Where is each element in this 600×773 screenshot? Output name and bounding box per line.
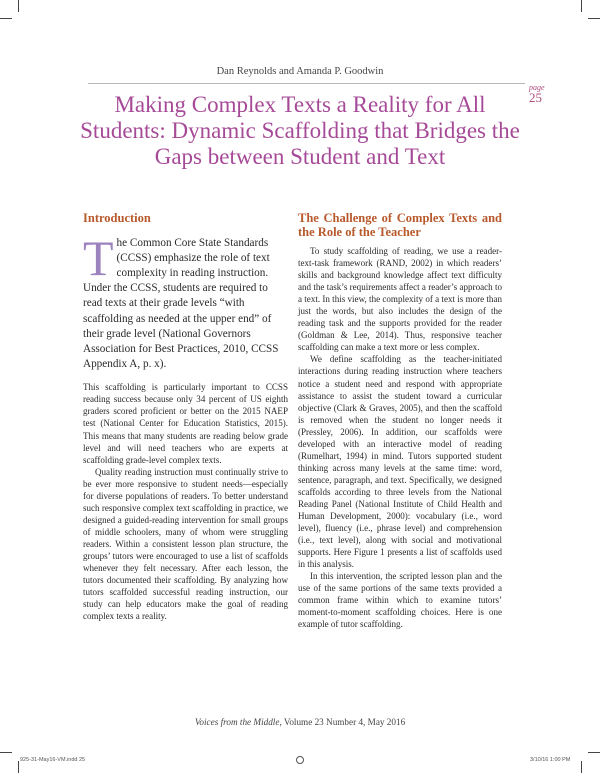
body-paragraph: In this intervention, the scripted lesson plan and the use of the same portions of the same texts provided a common frame within which to examine tutors’ moment-to-moment scaffolding choices. Here is one example of tutor scaffolding. — [298, 571, 502, 630]
crop-mark — [581, 761, 582, 773]
crop-mark — [588, 18, 600, 19]
crop-mark — [0, 752, 12, 753]
body-paragraph: To study scaffolding of reading, we use a reader-text-task framework (RAND, 2002) in which readers’ skills and background knowledge affect text difficulty and the task’s requirements affect a reader’s approach to a text. In this view, the complexity of a text is more than just the words, but also includes the design of the reading task and the supports provided for the reader (Goldman & Lee, 2014). Thus, responsive teacher scaffolding can make a text more or less complex. — [298, 246, 502, 353]
slug-file: 925-31-May16-VM.indd 25 — [20, 757, 86, 763]
left-column — [83, 212, 288, 622]
section-heading-introduction: Introduction — [83, 211, 151, 225]
crop-mark — [581, 0, 582, 12]
journal-issue: , Volume 23 Number 4, May 2016 — [279, 717, 406, 727]
body-paragraph: This scaffolding is particularly important to CCSS reading success because only 34 percent of US eighth graders scored proficient or better on the 2015 NAEP test (National Center for Education Statistics, 2015). This means that many students are reading below grade level and will need teachers who are experts at scaffolding grade-level complex texts. — [83, 382, 288, 465]
crop-mark — [0, 18, 12, 19]
journal-footer — [0, 717, 600, 727]
article-title: Making Complex Texts a Reality for All Students: Dynamic Scaffolding that Bridges the Gaps between Student and Text — [80, 92, 520, 169]
body-paragraph: Quality reading instruction must continually strive to be ever more responsive to student needs—especially for diverse populations of readers. To better understand such responsive complex text scaffolding in practice, we designed a guided-reading intervention for small groups of middle schoolers, many of whom were struggling readers. Within a consistent lesson plan structure, the groups’ tutors were encouraged to use a list of scaffolds whenever they felt necessary. After each lesson, the tutors documented their scaffolding. By analyzing how tutors scaffolded successful reading instruction, our study can help educators make the goal of reading complex texts a reality. — [83, 466, 288, 622]
page-label: page — [529, 83, 545, 92]
drop-cap: T — [83, 229, 114, 286]
crop-mark — [18, 0, 19, 12]
body-paragraph: We define scaffolding as the teacher-initiated interactions during reading instruction where teachers notice a student need and respond with appropriate assistance to assist the student toward a curricular objective (Clark & Graves, 2005), and then the scaffold is removed when the student no longer needs it (Pressley, 2006). In addition, our scaffolds were developed with an interactive model of reading (Rumelhart, 1994) in mind. Tutors supported student thinking across many levels at the same time: word, sentence, paragraph, and text. Specifically, we designed scaffolds according to three levels from the National Reading Panel (National Institute of Child Health and Human Development, 2000): vocabulary (i.e., word level), fluency (i.e., phrase level) and comprehension (i.e., text level), along with social and motivational supports. Here Figure 1 presents a list of scaffolds used in this analysis. — [298, 354, 502, 570]
right-column — [298, 212, 502, 631]
header-rule — [88, 83, 525, 84]
lead-paragraph — [83, 229, 288, 373]
registration-mark — [296, 756, 304, 764]
crop-mark — [588, 752, 600, 753]
section-heading-challenge: The Challenge of Complex Texts and the Role of the Teacher — [298, 211, 502, 239]
crop-mark — [18, 761, 19, 773]
journal-name: Voices from the Middle — [194, 717, 280, 727]
slug-date: 3/10/16 1:00 PM — [530, 757, 571, 763]
page-number: 25 — [529, 90, 542, 105]
lead-text: he Common Core State Standards (CCSS) emphasize the role of text complexity in reading instruction. Under the CCSS, students are required to read texts at their grade levels “with scaffolding as needed at the upper end” of their grade level (National Governors Association for Best Practices, 2010, CCSS Appendix A, p. x). — [83, 236, 279, 371]
running-header-authors: Dan Reynolds and Amanda P. Goodwin — [216, 66, 384, 77]
